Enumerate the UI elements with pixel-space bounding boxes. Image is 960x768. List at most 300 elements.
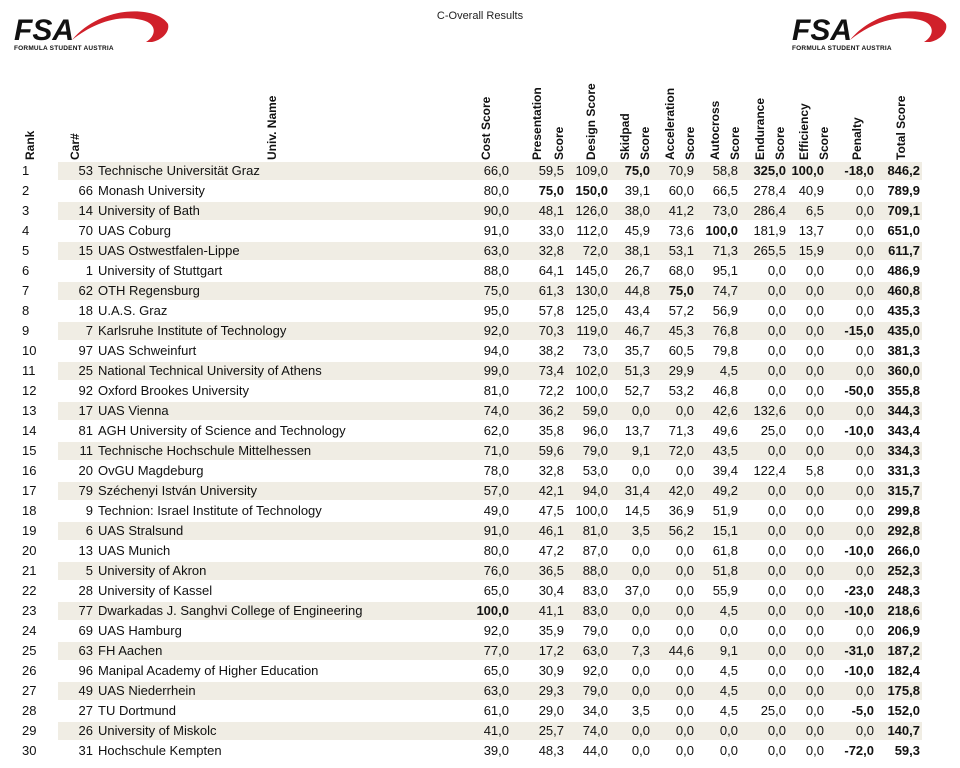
cell-autocross: 4,5 [719, 683, 738, 698]
cell-endurance: 265,5 [753, 243, 786, 258]
cell-univ: University of Bath [98, 203, 200, 218]
table-row [0, 621, 960, 641]
cell-endurance: 0,0 [767, 263, 786, 278]
cell-rank: 16 [22, 463, 37, 478]
cell-design: 109,0 [575, 163, 608, 178]
cell-acceleration: 72,0 [668, 443, 694, 458]
cell-presentation: 36,2 [538, 403, 564, 418]
cell-cost: 80,0 [483, 543, 509, 558]
cell-acceleration: 60,5 [668, 343, 694, 358]
cell-car: 25 [78, 363, 93, 378]
cell-skidpad: 38,1 [624, 243, 650, 258]
cell-penalty: -18,0 [844, 163, 874, 178]
cell-endurance: 0,0 [767, 623, 786, 638]
cell-efficiency: 0,0 [805, 263, 824, 278]
cell-cost: 90,0 [483, 203, 509, 218]
cell-presentation: 75,0 [538, 183, 564, 198]
cell-rank: 12 [22, 383, 37, 398]
cell-cost: 80,0 [483, 183, 509, 198]
cell-acceleration: 0,0 [675, 683, 694, 698]
cell-penalty: 0,0 [855, 623, 874, 638]
cell-total: 651,0 [887, 223, 920, 238]
cell-skidpad: 51,3 [624, 363, 650, 378]
cell-efficiency: 0,0 [805, 283, 824, 298]
table-row [0, 321, 960, 341]
cell-penalty: 0,0 [855, 263, 874, 278]
cell-design: 83,0 [582, 583, 608, 598]
cell-car: 79 [78, 483, 93, 498]
cell-univ: Technische Hochschule Mittelhessen [98, 443, 312, 458]
cell-efficiency: 0,0 [805, 683, 824, 698]
cell-presentation: 70,3 [538, 323, 564, 338]
cell-skidpad: 26,7 [624, 263, 650, 278]
cell-presentation: 47,2 [538, 543, 564, 558]
cell-efficiency: 0,0 [805, 623, 824, 638]
cell-penalty: 0,0 [855, 723, 874, 738]
cell-skidpad: 3,5 [631, 703, 650, 718]
cell-design: 34,0 [582, 703, 608, 718]
cell-design: 59,0 [582, 403, 608, 418]
cell-presentation: 72,2 [538, 383, 564, 398]
fsa-logo-left [12, 10, 182, 56]
cell-skidpad: 52,7 [624, 383, 650, 398]
cell-cost: 65,0 [483, 663, 509, 678]
cell-rank: 25 [22, 643, 37, 658]
cell-efficiency: 0,0 [805, 343, 824, 358]
cell-total: 182,4 [887, 663, 920, 678]
cell-total: 709,1 [887, 203, 920, 218]
table-row [0, 661, 960, 681]
cell-endurance: 181,9 [753, 223, 786, 238]
cell-total: 789,9 [887, 183, 920, 198]
cell-car: 18 [78, 303, 93, 318]
table-row [0, 681, 960, 701]
cell-univ: UAS Stralsund [98, 523, 184, 538]
cell-presentation: 29,3 [538, 683, 564, 698]
cell-rank: 19 [22, 523, 37, 538]
cell-design: 100,0 [575, 383, 608, 398]
table-row [0, 261, 960, 281]
table-row [0, 401, 960, 421]
cell-efficiency: 0,0 [805, 483, 824, 498]
cell-skidpad: 0,0 [631, 403, 650, 418]
cell-univ: Technische Universität Graz [98, 163, 260, 178]
cell-design: 81,0 [582, 523, 608, 538]
cell-cost: 95,0 [483, 303, 509, 318]
cell-rank: 8 [22, 303, 30, 318]
table-row [0, 521, 960, 541]
cell-autocross: 43,5 [712, 443, 738, 458]
cell-cost: 63,0 [483, 683, 509, 698]
cell-presentation: 59,6 [538, 443, 564, 458]
cell-car: 49 [78, 683, 93, 698]
cell-cost: 41,0 [483, 723, 509, 738]
cell-total: 266,0 [887, 543, 920, 558]
cell-univ: Karlsruhe Institute of Technology [98, 323, 287, 338]
cell-skidpad: 0,0 [631, 683, 650, 698]
table-row [0, 741, 960, 761]
cell-car: 1 [85, 263, 93, 278]
cell-total: 331,3 [887, 463, 920, 478]
table-row [0, 481, 960, 501]
cell-skidpad: 0,0 [631, 723, 650, 738]
cell-univ: UAS Munich [98, 543, 171, 558]
cell-total: 315,7 [887, 483, 920, 498]
cell-penalty: 0,0 [855, 183, 874, 198]
cell-penalty: -72,0 [844, 743, 874, 758]
table-row [0, 341, 960, 361]
cell-total: 334,3 [887, 443, 920, 458]
cell-car: 63 [78, 643, 93, 658]
cell-penalty: 0,0 [855, 483, 874, 498]
cell-total: 435,0 [887, 323, 920, 338]
cell-total: 360,0 [887, 363, 920, 378]
table-row [0, 201, 960, 221]
table-row [0, 601, 960, 621]
cell-endurance: 0,0 [767, 583, 786, 598]
cell-cost: 81,0 [483, 383, 509, 398]
cell-skidpad: 13,7 [624, 423, 650, 438]
cell-rank: 9 [22, 323, 30, 338]
cell-rank: 27 [22, 683, 37, 698]
cell-presentation: 32,8 [538, 243, 564, 258]
table-row [0, 561, 960, 581]
table-row [0, 541, 960, 561]
cell-univ: AGH University of Science and Technology [98, 423, 346, 438]
svg-text:FSA: FSA [792, 14, 852, 46]
cell-efficiency: 0,0 [805, 403, 824, 418]
cell-skidpad: 31,4 [624, 483, 650, 498]
cell-acceleration: 0,0 [675, 403, 694, 418]
cell-total: 59,3 [894, 743, 920, 758]
cell-skidpad: 0,0 [631, 623, 650, 638]
cell-rank: 7 [22, 283, 30, 298]
cell-efficiency: 15,9 [798, 243, 824, 258]
cell-penalty: 0,0 [855, 563, 874, 578]
cell-cost: 71,0 [483, 443, 509, 458]
cell-efficiency: 6,5 [805, 203, 824, 218]
cell-design: 125,0 [575, 303, 608, 318]
cell-endurance: 132,6 [753, 403, 786, 418]
cell-rank: 30 [22, 743, 37, 758]
cell-acceleration: 70,9 [668, 163, 694, 178]
cell-design: 73,0 [582, 343, 608, 358]
cell-total: 344,3 [887, 403, 920, 418]
cell-skidpad: 39,1 [624, 183, 650, 198]
cell-design: 102,0 [575, 363, 608, 378]
cell-acceleration: 0,0 [675, 583, 694, 598]
cell-endurance: 0,0 [767, 743, 786, 758]
cell-total: 381,3 [887, 343, 920, 358]
cell-presentation: 57,8 [538, 303, 564, 318]
cell-rank: 3 [22, 203, 30, 218]
cell-car: 15 [78, 243, 93, 258]
cell-presentation: 46,1 [538, 523, 564, 538]
cell-total: 846,2 [887, 163, 920, 178]
cell-cost: 92,0 [483, 623, 509, 638]
cell-endurance: 0,0 [767, 363, 786, 378]
cell-efficiency: 0,0 [805, 563, 824, 578]
cell-acceleration: 75,0 [668, 283, 694, 298]
cell-autocross: 15,1 [712, 523, 738, 538]
cell-total: 252,3 [887, 563, 920, 578]
cell-total: 218,6 [887, 603, 920, 618]
cell-car: 92 [78, 383, 93, 398]
cell-autocross: 76,8 [712, 323, 738, 338]
cell-design: 96,0 [582, 423, 608, 438]
cell-univ: Hochschule Kempten [98, 743, 222, 758]
table-row [0, 221, 960, 241]
cell-car: 5 [85, 563, 93, 578]
cell-endurance: 0,0 [767, 523, 786, 538]
cell-efficiency: 0,0 [805, 323, 824, 338]
cell-skidpad: 0,0 [631, 743, 650, 758]
cell-cost: 65,0 [483, 583, 509, 598]
cell-penalty: 0,0 [855, 223, 874, 238]
cell-penalty: 0,0 [855, 343, 874, 358]
cell-autocross: 66,5 [712, 183, 738, 198]
cell-skidpad: 7,3 [631, 643, 650, 658]
cell-penalty: -10,0 [844, 603, 874, 618]
cell-autocross: 58,8 [712, 163, 738, 178]
cell-design: 74,0 [582, 723, 608, 738]
cell-acceleration: 0,0 [675, 723, 694, 738]
cell-presentation: 48,1 [538, 203, 564, 218]
cell-penalty: 0,0 [855, 503, 874, 518]
cell-endurance: 0,0 [767, 303, 786, 318]
cell-acceleration: 0,0 [675, 463, 694, 478]
cell-autocross: 0,0 [719, 743, 738, 758]
cell-univ: FH Aachen [98, 643, 163, 658]
results-table [0, 161, 960, 761]
cell-car: 81 [78, 423, 93, 438]
cell-rank: 10 [22, 343, 37, 358]
cell-efficiency: 0,0 [805, 743, 824, 758]
cell-total: 292,8 [887, 523, 920, 538]
cell-univ: UAS Coburg [98, 223, 171, 238]
table-row [0, 241, 960, 261]
cell-design: 79,0 [582, 443, 608, 458]
cell-design: 79,0 [582, 683, 608, 698]
table-row [0, 161, 960, 181]
cell-endurance: 0,0 [767, 503, 786, 518]
cell-total: 152,0 [887, 703, 920, 718]
cell-skidpad: 75,0 [624, 163, 650, 178]
cell-car: 53 [78, 163, 93, 178]
cell-rank: 11 [22, 363, 36, 378]
cell-total: 355,8 [887, 383, 920, 398]
cell-univ: Oxford Brookes University [98, 383, 249, 398]
cell-rank: 14 [22, 423, 37, 438]
table-row [0, 181, 960, 201]
cell-autocross: 0,0 [719, 723, 738, 738]
cell-design: 150,0 [575, 183, 608, 198]
cell-autocross: 4,5 [719, 603, 738, 618]
cell-skidpad: 9,1 [631, 443, 650, 458]
cell-autocross: 46,8 [712, 383, 738, 398]
cell-rank: 13 [22, 403, 37, 418]
cell-autocross: 42,6 [712, 403, 738, 418]
cell-efficiency: 0,0 [805, 303, 824, 318]
cell-cost: 76,0 [483, 563, 509, 578]
cell-presentation: 35,9 [538, 623, 564, 638]
cell-univ: University of Kassel [98, 583, 213, 598]
fsa-logo-graphic [790, 10, 950, 46]
cell-cost: 92,0 [483, 323, 509, 338]
cell-cost: 88,0 [483, 263, 509, 278]
cell-endurance: 0,0 [767, 383, 786, 398]
cell-autocross: 95,1 [712, 263, 738, 278]
cell-endurance: 25,0 [760, 703, 786, 718]
table-row [0, 721, 960, 741]
svg-text:FSA: FSA [14, 14, 74, 46]
cell-cost: 91,0 [483, 223, 509, 238]
cell-cost: 100,0 [476, 603, 509, 618]
cell-univ: Monash University [98, 183, 205, 198]
cell-autocross: 39,4 [712, 463, 738, 478]
cell-car: 9 [85, 503, 93, 518]
cell-autocross: 9,1 [719, 643, 738, 658]
cell-car: 26 [78, 723, 93, 738]
cell-car: 97 [78, 343, 93, 358]
cell-car: 7 [85, 323, 93, 338]
cell-endurance: 122,4 [753, 463, 786, 478]
cell-car: 14 [78, 203, 93, 218]
cell-penalty: 0,0 [855, 363, 874, 378]
cell-penalty: -10,0 [844, 663, 874, 678]
cell-autocross: 49,6 [712, 423, 738, 438]
cell-univ: U.A.S. Graz [98, 303, 168, 318]
cell-design: 83,0 [582, 603, 608, 618]
cell-rank: 21 [22, 563, 37, 578]
cell-design: 112,0 [576, 223, 608, 238]
cell-presentation: 38,2 [538, 343, 564, 358]
cell-autocross: 51,8 [712, 563, 738, 578]
cell-acceleration: 53,2 [668, 383, 694, 398]
cell-penalty: -23,0 [844, 583, 874, 598]
cell-car: 17 [78, 403, 93, 418]
table-row [0, 301, 960, 321]
cell-skidpad: 45,9 [624, 223, 650, 238]
cell-car: 62 [78, 283, 93, 298]
cell-endurance: 286,4 [753, 203, 786, 218]
cell-penalty: 0,0 [855, 523, 874, 538]
cell-cost: 57,0 [483, 483, 509, 498]
cell-skidpad: 3,5 [631, 523, 650, 538]
cell-presentation: 73,4 [538, 363, 564, 378]
cell-efficiency: 0,0 [805, 543, 824, 558]
cell-univ: University of Miskolc [98, 723, 217, 738]
cell-design: 63,0 [582, 643, 608, 658]
cell-cost: 39,0 [483, 743, 509, 758]
cell-car: 13 [78, 543, 93, 558]
cell-autocross: 49,2 [712, 483, 738, 498]
cell-penalty: 0,0 [855, 443, 874, 458]
cell-univ: Manipal Academy of Higher Education [98, 663, 319, 678]
cell-endurance: 0,0 [767, 543, 786, 558]
cell-rank: 5 [22, 243, 30, 258]
cell-univ: UAS Hamburg [98, 623, 182, 638]
cell-efficiency: 5,8 [805, 463, 824, 478]
cell-acceleration: 0,0 [675, 603, 694, 618]
cell-skidpad: 0,0 [631, 603, 650, 618]
cell-acceleration: 57,2 [668, 303, 694, 318]
cell-skidpad: 0,0 [631, 463, 650, 478]
cell-efficiency: 40,9 [798, 183, 824, 198]
cell-penalty: -10,0 [844, 423, 874, 438]
cell-autocross: 51,9 [712, 503, 738, 518]
cell-car: 66 [78, 183, 93, 198]
cell-acceleration: 56,2 [668, 523, 694, 538]
cell-acceleration: 41,2 [668, 203, 694, 218]
cell-design: 145,0 [575, 263, 608, 278]
cell-acceleration: 0,0 [675, 743, 694, 758]
cell-cost: 99,0 [483, 363, 509, 378]
cell-endurance: 0,0 [767, 643, 786, 658]
cell-rank: 29 [22, 723, 37, 738]
cell-autocross: 71,3 [712, 243, 738, 258]
cell-total: 140,7 [887, 723, 920, 738]
cell-acceleration: 0,0 [675, 663, 694, 678]
cell-total: 460,8 [887, 283, 920, 298]
table-row [0, 461, 960, 481]
cell-endurance: 0,0 [767, 683, 786, 698]
cell-skidpad: 0,0 [631, 663, 650, 678]
fsa-logo-right [790, 10, 960, 56]
table-row [0, 281, 960, 301]
cell-design: 53,0 [582, 463, 608, 478]
table-row [0, 381, 960, 401]
cell-efficiency: 0,0 [805, 643, 824, 658]
cell-cost: 66,0 [483, 163, 509, 178]
cell-total: 611,7 [888, 243, 920, 258]
cell-skidpad: 35,7 [624, 343, 650, 358]
cell-acceleration: 36,9 [668, 503, 694, 518]
cell-skidpad: 46,7 [624, 323, 650, 338]
cell-presentation: 30,9 [538, 663, 564, 678]
cell-univ: UAS Vienna [98, 403, 169, 418]
cell-total: 248,3 [887, 583, 920, 598]
cell-autocross: 0,0 [719, 623, 738, 638]
cell-cost: 61,0 [483, 703, 509, 718]
cell-presentation: 30,4 [538, 583, 564, 598]
cell-car: 6 [85, 523, 93, 538]
cell-acceleration: 73,6 [668, 223, 694, 238]
cell-rank: 2 [22, 183, 30, 198]
cell-total: 343,4 [887, 423, 920, 438]
cell-penalty: -50,0 [844, 383, 874, 398]
cell-skidpad: 0,0 [631, 543, 650, 558]
cell-cost: 62,0 [483, 423, 509, 438]
cell-penalty: 0,0 [855, 243, 874, 258]
cell-autocross: 74,7 [712, 283, 738, 298]
cell-autocross: 79,8 [712, 343, 738, 358]
cell-design: 44,0 [582, 743, 608, 758]
cell-presentation: 33,0 [538, 223, 564, 238]
cell-endurance: 0,0 [767, 443, 786, 458]
cell-univ: National Technical University of Athens [98, 363, 322, 378]
cell-presentation: 64,1 [538, 263, 564, 278]
cell-rank: 26 [22, 663, 37, 678]
table-row [0, 361, 960, 381]
cell-endurance: 25,0 [760, 423, 786, 438]
cell-rank: 6 [22, 263, 30, 278]
cell-car: 70 [78, 223, 93, 238]
cell-skidpad: 44,8 [624, 283, 650, 298]
cell-penalty: -31,0 [844, 643, 874, 658]
cell-presentation: 36,5 [538, 563, 564, 578]
cell-cost: 74,0 [483, 403, 509, 418]
